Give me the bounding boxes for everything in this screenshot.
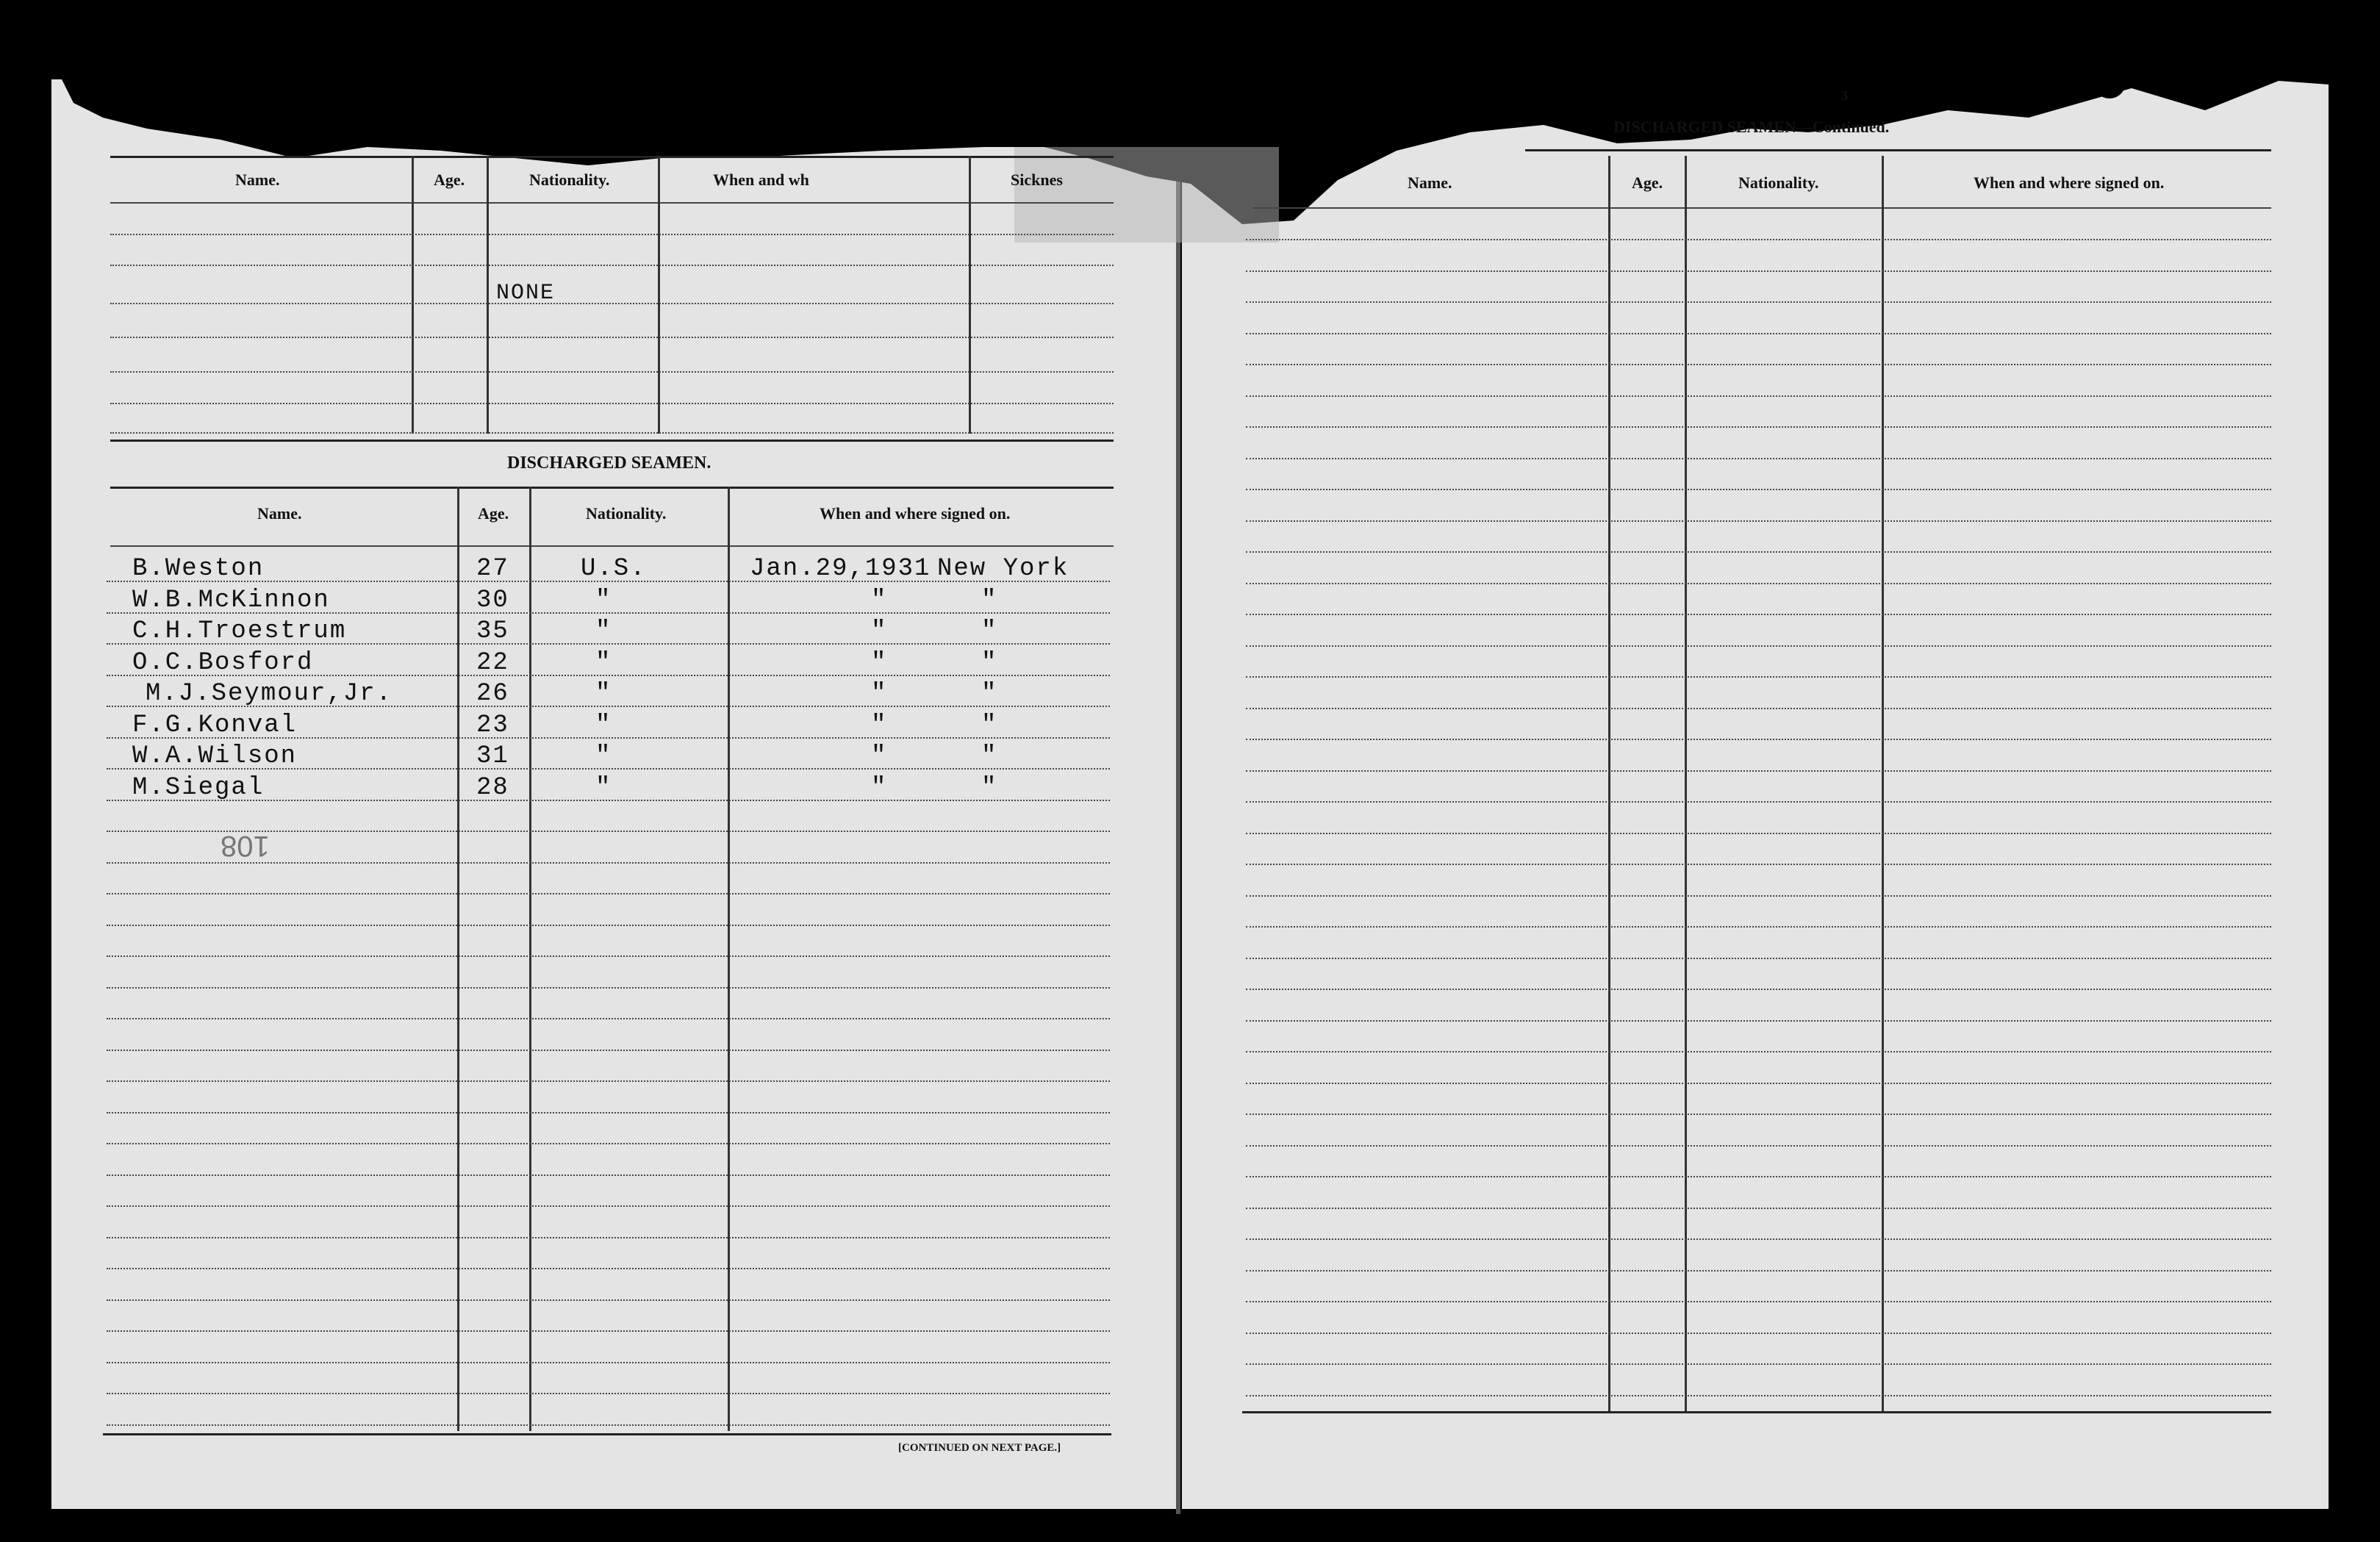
row-rule	[1246, 520, 2271, 522]
upper-entry-none: NONE	[496, 281, 556, 306]
left-col-divider	[728, 487, 730, 1431]
upper-header-rule	[110, 202, 1114, 204]
upper-col-divider	[487, 156, 489, 434]
signed-on-place: "	[981, 648, 998, 677]
handwritten-note: 108	[221, 830, 270, 862]
upper-row-rule	[110, 403, 1114, 404]
row-rule	[1246, 1301, 2271, 1302]
row-rule	[1246, 708, 2271, 709]
right-header-when: When and where signed on.	[1974, 173, 2165, 192]
seaman-name: F.G.Konval	[132, 711, 298, 739]
upper-header-nationality: Nationality.	[529, 171, 610, 189]
signed-on-date: "	[871, 648, 888, 677]
row-rule	[1246, 1270, 2271, 1272]
row-rule	[107, 1393, 1110, 1394]
page-number: 3	[1841, 88, 1848, 103]
row-rule	[107, 1050, 1110, 1051]
smudge	[1014, 147, 1279, 243]
row-rule	[107, 925, 1110, 926]
right-page	[1182, 79, 2329, 1509]
row-rule	[1246, 1238, 2271, 1240]
signed-on-place: New York	[937, 555, 1069, 583]
row-rule	[107, 1362, 1110, 1363]
row-rule	[107, 987, 1110, 989]
left-col-divider	[457, 487, 459, 1431]
seaman-name: O.C.Bosford	[132, 648, 314, 677]
row-rule	[1246, 270, 2271, 272]
row-rule	[1246, 645, 2271, 647]
upper-row-rule	[110, 265, 1114, 266]
seaman-age: 26	[476, 680, 509, 708]
signed-on-date: "	[871, 586, 888, 614]
row-rule	[1246, 1051, 2271, 1052]
right-section-title: DISCHARGED SEAMEN—Continued.	[1613, 118, 1890, 136]
page-fold	[1176, 73, 1180, 1514]
signed-on-date: "	[871, 617, 888, 645]
row-rule	[1246, 1176, 2271, 1177]
row-rule	[107, 1143, 1110, 1144]
signed-on-place: "	[981, 680, 998, 708]
row-rule	[1246, 833, 2271, 834]
left-table-bottom-rule	[103, 1433, 1111, 1435]
row-rule	[1246, 426, 2271, 428]
signed-on-date: "	[871, 773, 888, 802]
signed-on-date: "	[871, 711, 888, 739]
seaman-name: B.Weston	[132, 555, 265, 583]
row-rule	[107, 1175, 1110, 1176]
upper-row-rule	[110, 337, 1114, 338]
row-rule	[1246, 583, 2271, 584]
seaman-age: 23	[476, 711, 509, 739]
signed-on-date: "	[871, 680, 888, 708]
row-rule	[1246, 1395, 2271, 1396]
row-rule	[107, 1299, 1110, 1301]
row-rule	[107, 1080, 1110, 1082]
upper-col-divider	[969, 156, 971, 434]
upper-header-when: When and wh	[713, 171, 809, 189]
seaman-name: W.B.McKinnon	[132, 586, 330, 614]
upper-header-age: Age.	[434, 171, 465, 189]
row-rule	[1246, 739, 2271, 740]
left-col-divider	[529, 487, 531, 1431]
row-rule	[1246, 239, 2271, 240]
row-rule	[1246, 989, 2271, 990]
upper-header-name: Name.	[235, 171, 280, 189]
row-rule	[1246, 1363, 2271, 1365]
signed-on-place: "	[981, 742, 998, 770]
row-rule	[107, 1112, 1110, 1114]
row-rule	[1246, 676, 2271, 678]
row-rule	[1246, 301, 2271, 303]
row-rule	[1246, 364, 2271, 365]
row-rule	[1246, 958, 2271, 959]
row-rule	[1246, 801, 2271, 803]
row-rule	[1246, 770, 2271, 772]
right-col-divider	[1882, 156, 1884, 1413]
seaman-name: W.A.Wilson	[132, 742, 298, 770]
seaman-nationality: "	[595, 586, 612, 614]
signed-on-place: "	[981, 586, 998, 614]
row-rule	[1246, 1145, 2271, 1147]
right-col-divider	[1608, 156, 1610, 1413]
row-rule	[107, 1205, 1110, 1207]
row-rule	[1246, 895, 2271, 897]
left-header-rule	[110, 545, 1114, 547]
row-rule	[1246, 1114, 2271, 1115]
signed-on-place: "	[981, 773, 998, 802]
left-header-age: Age.	[478, 504, 509, 523]
row-rule	[1246, 864, 2271, 865]
row-rule	[107, 1237, 1110, 1238]
seaman-age: 28	[476, 773, 509, 802]
row-rule	[1246, 1333, 2271, 1334]
seaman-age: 35	[476, 617, 509, 645]
row-rule	[107, 1424, 1110, 1426]
continued-footer: [CONTINUED ON NEXT PAGE.]	[898, 1442, 1061, 1454]
row-rule	[1246, 1208, 2271, 1209]
row-rule	[107, 1330, 1110, 1332]
seaman-name: M.J.Seymour,Jr.	[146, 680, 393, 708]
left-header-name: Name.	[257, 504, 302, 523]
row-rule	[1246, 551, 2271, 553]
row-rule	[107, 1018, 1110, 1019]
right-header-nationality: Nationality.	[1738, 173, 1819, 192]
row-rule	[107, 955, 1110, 957]
upper-row-rule	[110, 234, 1114, 235]
seaman-nationality: "	[595, 617, 612, 645]
seaman-nationality: U.S.	[581, 555, 647, 583]
upper-col-divider	[412, 156, 414, 434]
right-header-rule	[1253, 207, 2271, 209]
row-rule	[107, 1268, 1110, 1269]
right-header-age: Age.	[1632, 173, 1663, 192]
row-rule	[1246, 458, 2271, 459]
row-rule	[1246, 333, 2271, 334]
right-col-divider	[1685, 156, 1687, 1413]
left-header-nationality: Nationality.	[586, 504, 667, 523]
upper-table-top-rule	[110, 156, 1114, 158]
right-header-name: Name.	[1408, 173, 1452, 192]
left-section-title: DISCHARGED SEAMEN.	[507, 453, 712, 473]
seaman-name: M.Siegal	[132, 773, 265, 802]
signed-on-date: "	[871, 742, 888, 770]
seaman-nationality: "	[595, 648, 612, 677]
seaman-age: 22	[476, 648, 509, 677]
row-rule	[1246, 489, 2271, 490]
left-table-top-rule	[110, 487, 1114, 489]
seaman-age: 27	[476, 555, 509, 583]
right-table-bottom-rule	[1242, 1411, 2271, 1413]
seaman-age: 30	[476, 586, 509, 614]
upper-row-rule	[110, 303, 1114, 304]
seaman-nationality: "	[595, 773, 612, 802]
right-title-rule	[1525, 149, 2271, 151]
row-rule	[1246, 395, 2271, 397]
row-rule	[1246, 1083, 2271, 1084]
upper-row-rule	[110, 371, 1114, 373]
seaman-age: 31	[476, 742, 509, 770]
upper-table-bottom-rule	[110, 440, 1114, 442]
row-rule	[107, 893, 1110, 894]
signed-on-place: "	[981, 617, 998, 645]
seaman-nationality: "	[595, 680, 612, 708]
signed-on-place: "	[981, 711, 998, 739]
upper-col-divider	[658, 156, 660, 434]
upper-header-sickness: Sicknes	[1011, 171, 1063, 189]
seaman-name: C.H.Troestrum	[132, 617, 347, 645]
row-rule	[1246, 926, 2271, 928]
row-rule	[1246, 614, 2271, 615]
row-rule	[1246, 1020, 2271, 1022]
seaman-nationality: "	[595, 742, 612, 770]
left-header-when: When and where signed on.	[820, 504, 1011, 523]
upper-row-rule	[110, 432, 1114, 434]
signed-on-date: Jan.29,1931	[750, 555, 931, 583]
seaman-nationality: "	[595, 711, 612, 739]
